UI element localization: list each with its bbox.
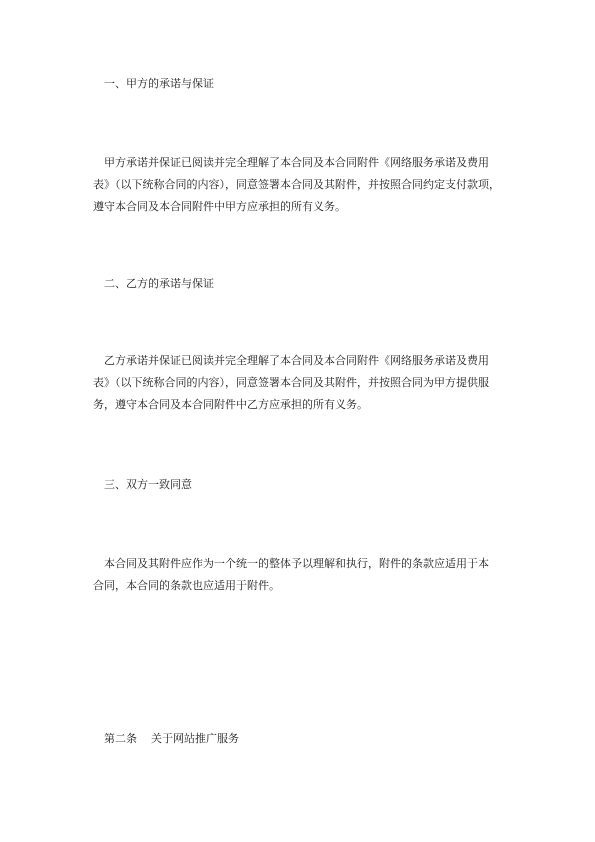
paragraph-line: 本合同及其附件应作为一个统一的整体予以理解和执行，附件的条款应适用于本 bbox=[104, 557, 489, 570]
section-2-paragraph bbox=[93, 350, 513, 416]
article-title: 关于网站推广服务 bbox=[151, 732, 239, 745]
paragraph-line: 甲方承诺并保证已阅读并完全理解了本合同及本合同附件《网络服务承诺及费用 bbox=[104, 156, 489, 169]
article-number: 第二条 bbox=[104, 732, 137, 745]
section-1-paragraph bbox=[93, 152, 513, 218]
section-2-heading: 二、乙方的承诺与保证 bbox=[104, 277, 214, 290]
paragraph-line: 务，遵守本合同及本合同附件中乙方应承担的所有义务。 bbox=[93, 398, 368, 411]
section-3-heading: 三、双方一致同意 bbox=[104, 478, 192, 491]
paragraph-line: 乙方承诺并保证已阅读并完全理解了本合同及本合同附件《网络服务承诺及费用 bbox=[104, 354, 489, 367]
paragraph-line: 合同，本合同的条款也应适用于附件。 bbox=[93, 579, 280, 592]
paragraph-line: 遵守本合同及本合同附件中甲方应承担的所有义务。 bbox=[93, 200, 346, 213]
paragraph-line: 表》（以下统称合同的内容），同意签署本合同及其附件，并按照合同约定支付款项， bbox=[93, 178, 500, 191]
article-heading bbox=[104, 731, 239, 747]
section-3-paragraph bbox=[93, 553, 513, 597]
section-1-heading: 一、甲方的承诺与保证 bbox=[104, 77, 214, 90]
paragraph-line: 表》（以下统称合同的内容），同意签署本合同及其附件，并按照合同为甲方提供服 bbox=[93, 376, 489, 389]
